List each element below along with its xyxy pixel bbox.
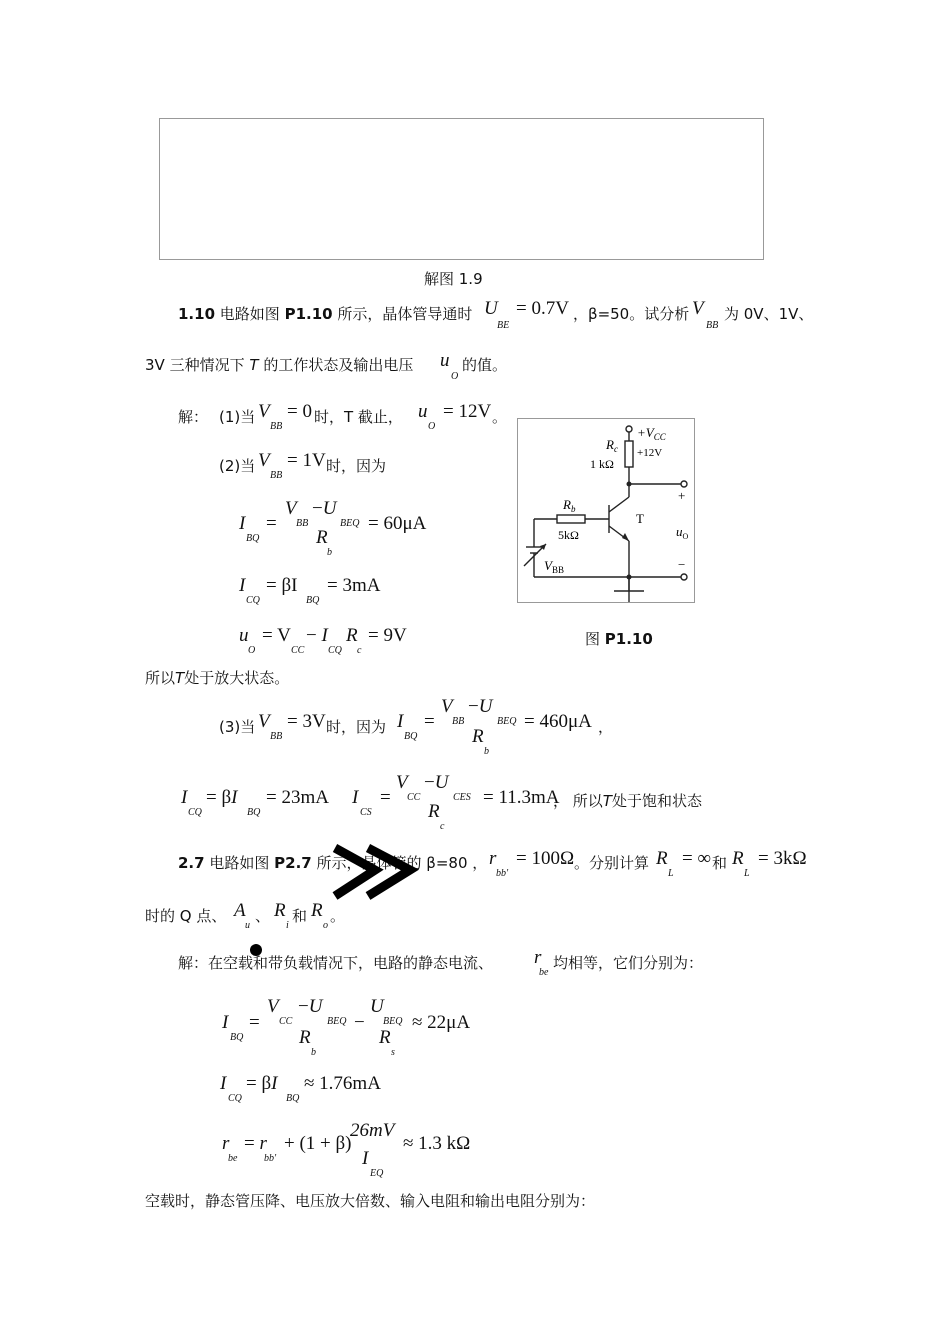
uo-sub: O bbox=[451, 371, 459, 382]
icq-value: = 3mA bbox=[327, 575, 381, 596]
case2-vbb: = 1V bbox=[287, 450, 326, 471]
case3-ics: = 11.3mA bbox=[483, 787, 560, 808]
problem-2-7-text4: 。分别计算 bbox=[574, 854, 650, 872]
case1-text: 时，T 截止， bbox=[314, 408, 403, 426]
plus-label: + bbox=[678, 488, 686, 503]
figure-1-9 bbox=[159, 118, 764, 260]
transistor-diagram bbox=[160, 119, 763, 259]
case2-label: (2)当 bbox=[219, 457, 256, 475]
icq-eq: = βI bbox=[266, 575, 298, 596]
ube-sub: BE bbox=[497, 320, 510, 331]
case1-end: 。 bbox=[492, 408, 508, 426]
ube-symbol: U bbox=[484, 298, 498, 319]
figure-1-9-caption: 解图 1.9 bbox=[424, 270, 483, 288]
solution-2-7-intro: 解：在空载和带负载情况下，电路的静态电流、 bbox=[178, 954, 494, 972]
vbb-sub: BB bbox=[706, 320, 719, 331]
case3-conclusion: ， 所以T处于饱和状态 bbox=[553, 792, 702, 810]
problem-1-10-line1: 1.10 电路如图 P1.10 所示，晶体管导通时 bbox=[178, 305, 473, 323]
rbb-value: = 100Ω bbox=[516, 848, 575, 869]
case3-comma: ， bbox=[598, 718, 614, 736]
problem-1-10-end: 的值。 bbox=[462, 356, 508, 374]
vcc-label: $+V_{CC}$ bbox=[637, 425, 666, 442]
uo-eq: = V bbox=[262, 625, 291, 646]
icq-2-7: ≈ 1.76mA bbox=[304, 1073, 381, 1094]
no-load-intro: 空载时，静态管压降、电压放大倍数、输入电阻和输出电阻分别为： bbox=[145, 1192, 596, 1210]
rc-value: 1 kΩ bbox=[590, 457, 614, 471]
case1-vbb: = 0 bbox=[287, 401, 312, 422]
rbe-beta: + (1 + β) bbox=[284, 1133, 352, 1154]
uo-label: $u_O$ bbox=[676, 524, 689, 541]
figure-p1-10 bbox=[517, 418, 695, 603]
problem-1-10-text3: 为 0V、1V、 bbox=[724, 305, 814, 323]
v12-label: +12V bbox=[637, 447, 663, 459]
case2-text: 时，因为 bbox=[326, 457, 387, 475]
minus-label: − bbox=[678, 557, 686, 572]
uo-value: = 9V bbox=[368, 625, 407, 646]
beta-text: ，β=50。试分析 bbox=[573, 305, 690, 323]
uo-symbol: u bbox=[440, 350, 450, 371]
figure-p1-10-caption: 图 P1.10 bbox=[585, 630, 653, 648]
case3-ibq: = 460μA bbox=[524, 711, 592, 732]
case2-conclusion: 所以T处于放大状态。 bbox=[145, 669, 290, 687]
case1-label: (1)当 bbox=[219, 408, 256, 426]
rl-3k: = 3kΩ bbox=[758, 848, 807, 869]
vbb-label: $V_{BB}$ bbox=[544, 558, 564, 575]
case3-vbb: = 3V bbox=[287, 711, 326, 732]
case3-text: 时，因为 bbox=[326, 718, 387, 736]
rb-value: 5kΩ bbox=[558, 528, 579, 542]
problem-2-7-line1: 2.7 电路如图 P2.7 所示，晶体管的 β=80 ， bbox=[178, 854, 488, 872]
separator: 、 bbox=[255, 907, 271, 925]
rb-label: $R_b$ bbox=[563, 497, 576, 514]
problem-2-7-end: 。 bbox=[330, 907, 346, 925]
case1-uo: = 12V bbox=[443, 401, 492, 422]
ube-value: = 0.7V bbox=[516, 298, 569, 319]
rl-infinite: = ∞ bbox=[682, 848, 712, 869]
double-chevron-icon bbox=[330, 838, 425, 908]
case3-icq: = 23mA bbox=[266, 787, 329, 808]
circuit-diagram bbox=[518, 419, 694, 602]
transistor-label: T bbox=[636, 511, 644, 526]
solution-2-7-intro2: 均相等，它们分别为： bbox=[553, 954, 704, 972]
vbb-symbol: V bbox=[692, 298, 704, 319]
and-text-2: 和 bbox=[292, 907, 308, 925]
ibq-value: = 60μA bbox=[368, 513, 427, 534]
problem-2-7-line2: 时的 Q 点、 bbox=[145, 907, 227, 925]
rbe-26mv: 26mV bbox=[350, 1120, 395, 1141]
ibq-2-7: ≈ 22μA bbox=[412, 1012, 471, 1033]
case3-label: (3)当 bbox=[219, 718, 256, 736]
problem-1-10-line2: 3V 三种情况下 T 的工作状态及输出电压 bbox=[145, 356, 414, 374]
and-text: 和 bbox=[712, 854, 728, 872]
solution-label: 解： bbox=[178, 408, 209, 426]
rc-label: $R_c$ bbox=[606, 437, 618, 454]
rbe-value: ≈ 1.3 kΩ bbox=[403, 1133, 471, 1154]
